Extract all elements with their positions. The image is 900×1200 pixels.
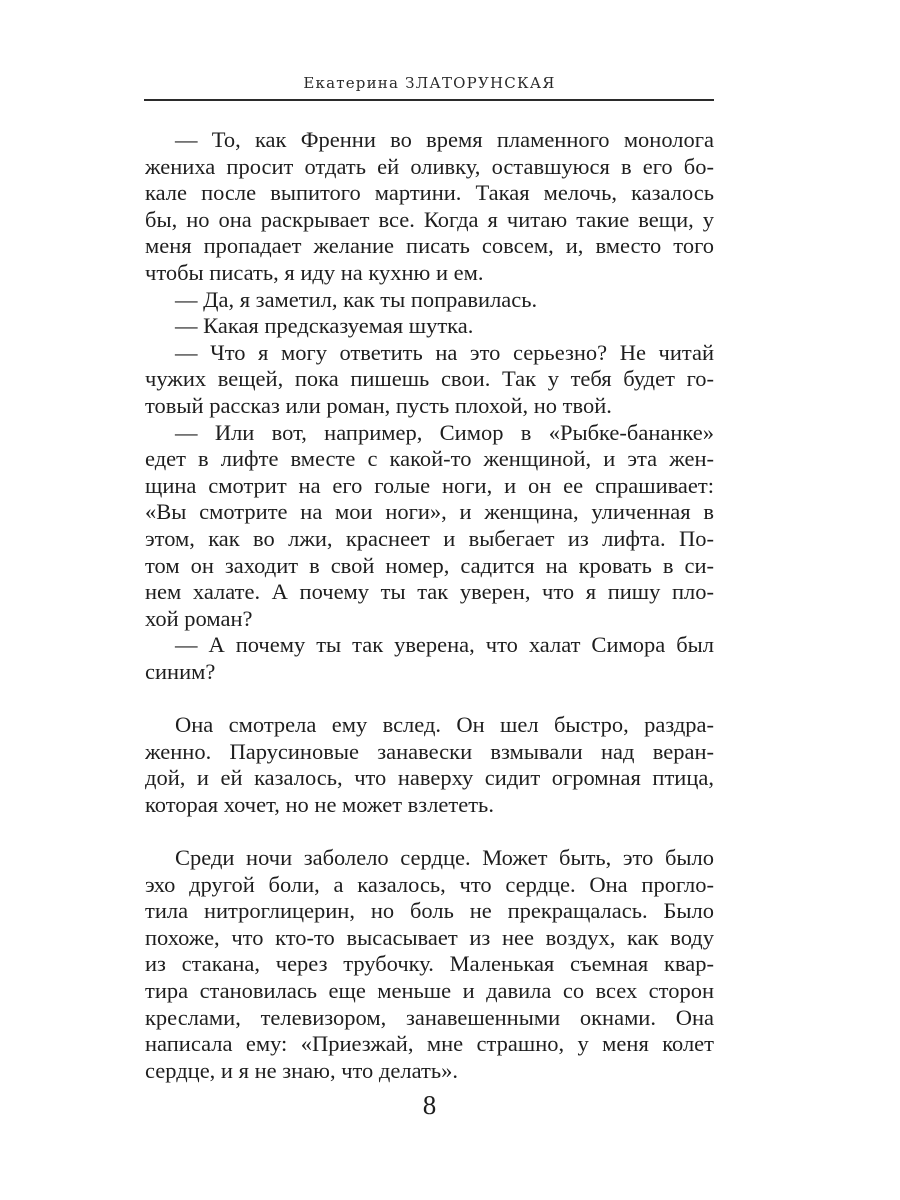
text-line: тира становилась еще меньше и давила со всех сторон: [145, 978, 714, 1003]
page-number: 8: [422, 1090, 437, 1120]
text-line: чужих вещей, пока пишешь свои. Так у тебя будет го-: [145, 366, 714, 392]
text-line: Среди ночи заболело сердце. Может быть, это было: [175, 845, 714, 871]
paragraph: [145, 127, 714, 287]
text-line: — Да, я заметил, как ты поправилась.: [175, 286, 538, 312]
author-first-name: Екатерина: [303, 74, 400, 92]
text-line: — Какая предсказуемая шутка.: [175, 313, 474, 339]
text-line: тила нитроглицерин, но боль не прекращалась. Было: [145, 898, 714, 924]
text-line: чтобы писать, я иду на кухню и ем.: [145, 259, 484, 285]
text-line: сердце, и я не знаю, что делать».: [145, 1057, 458, 1083]
text-line: «Вы смотрите на мои ноги», и женщина, уличенная в: [145, 499, 714, 525]
text-line: — То, как Френни во время пламенного монолога: [175, 127, 714, 152]
text-line: из стакана, через трубочку. Маленькая съемная квар-: [145, 951, 714, 977]
paragraph: [145, 313, 714, 340]
text-line: бы, но она раскрывает все. Когда я читаю такие вещи, у: [145, 206, 714, 232]
text-line: креслами, телевизором, занавешенными окнами. Она: [145, 1004, 714, 1030]
section-break: [145, 685, 714, 712]
text-line: кале после выпитого мартини. Такая мелочь, казалось: [145, 180, 714, 206]
text-line: которая хочет, но не может взлететь.: [145, 791, 494, 817]
text-line: хой роман?: [145, 605, 253, 631]
text-line: написала ему: «Приезжай, мне страшно, у меня колет: [145, 1031, 714, 1057]
text-line: женно. Парусиновые занавески взмывали над веран-: [145, 738, 714, 764]
text-line: том он заходит в свой номер, садится на кровать в си-: [145, 552, 714, 578]
text-line: — Или вот, например, Симор в «Рыбке-бананке»: [175, 419, 714, 445]
body-text: [145, 127, 714, 1084]
text-line: жениха просит отдать ей оливку, оставшуюся в его бо-: [145, 153, 714, 179]
running-header: [145, 74, 714, 92]
text-line: едет в лифте вместе с какой-то женщиной, и эта жен-: [145, 446, 714, 472]
text-line: — Что я могу ответить на это серьезно? Не читай: [175, 339, 714, 365]
text-line: товый рассказ или роман, пусть плохой, но твой.: [145, 392, 612, 418]
paragraph: [145, 712, 714, 818]
header-rule: [144, 99, 714, 101]
text-line: нем халате. А почему ты так уверен, что я пишу пло-: [145, 579, 714, 605]
text-line: дой, и ей казалось, что наверху сидит огромная птица,: [145, 765, 714, 791]
paragraph: [145, 287, 714, 314]
section-break: [145, 818, 714, 845]
paragraph: [145, 845, 714, 1084]
text-line: — А почему ты так уверена, что халат Симора был: [175, 632, 714, 658]
text-line: Она смотрела ему вслед. Он шел быстро, раздра-: [175, 712, 714, 738]
text-line: этом, как во лжи, краснеет и выбегает из лифта. По-: [145, 525, 714, 551]
paragraph: [145, 632, 714, 685]
paragraph: [145, 420, 714, 633]
text-line: похоже, что кто-то высасывает из нее воздух, как воду: [145, 924, 714, 950]
paragraph: [145, 340, 714, 420]
text-line: меня пропадает желание писать совсем, и, вместо того: [145, 233, 714, 259]
author-last-name: ЗЛАТОРУНСКАЯ: [405, 74, 556, 92]
text-line: синим?: [145, 658, 216, 684]
text-line: эхо другой боли, а казалось, что сердце. Она прогло-: [145, 871, 714, 897]
text-line: щина смотрит на его голые ноги, и он ее спрашивает:: [145, 472, 714, 498]
